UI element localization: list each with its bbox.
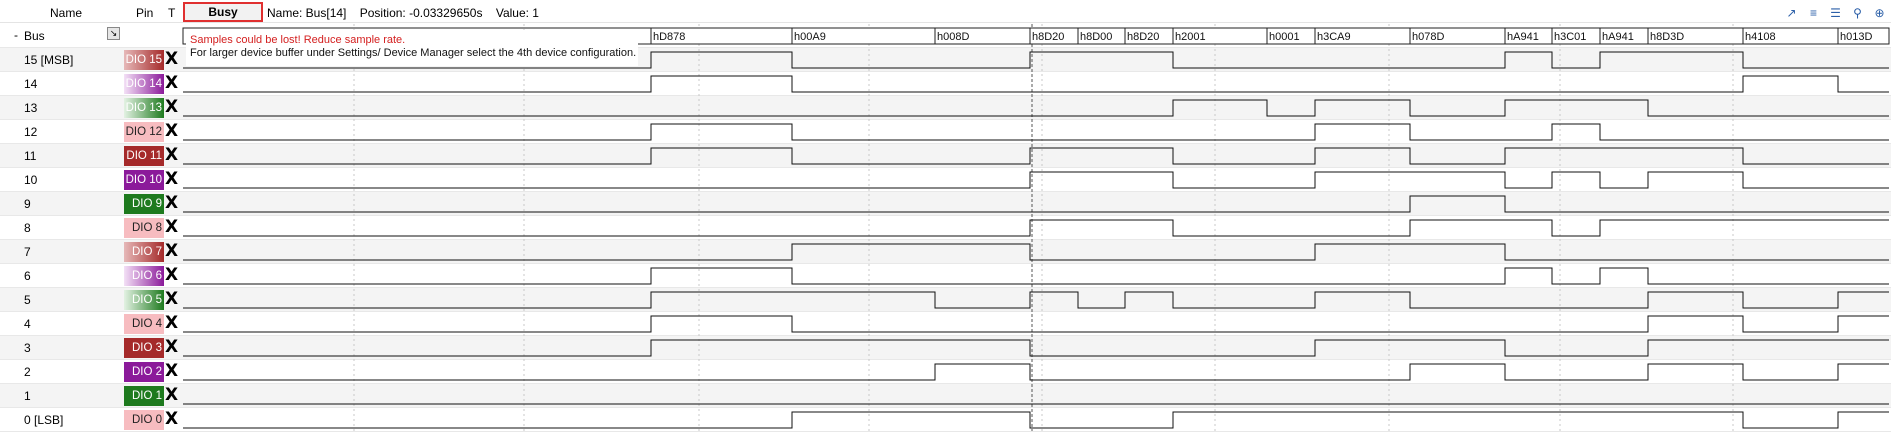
trigger-x-icon[interactable]: X bbox=[165, 97, 179, 117]
signal-trace bbox=[183, 292, 1889, 308]
pin-badge[interactable]: DIO 7 bbox=[124, 242, 164, 262]
bus-value-label: h013D bbox=[1840, 31, 1873, 43]
selected-signal-name: Name: Bus[14] bbox=[267, 6, 347, 20]
channel-name: 12 bbox=[24, 125, 38, 139]
trigger-x-icon[interactable]: X bbox=[165, 217, 179, 237]
bus-value-label: h3CA9 bbox=[1317, 31, 1351, 43]
trigger-column-header: T bbox=[168, 6, 176, 20]
signal-trace bbox=[183, 100, 1889, 116]
channel-name: 2 bbox=[24, 365, 31, 379]
channel-name: 5 bbox=[24, 293, 31, 307]
channel-name: 13 bbox=[24, 101, 38, 115]
trigger-x-icon[interactable]: X bbox=[165, 241, 179, 261]
bus-value-label: hA941 bbox=[1507, 31, 1539, 43]
bus-expander[interactable]: - bbox=[14, 28, 18, 42]
channel-name: 8 bbox=[24, 221, 31, 235]
trigger-x-icon[interactable]: X bbox=[165, 337, 179, 357]
signal-trace bbox=[183, 76, 1889, 92]
channel-name: 14 bbox=[24, 77, 38, 91]
trigger-x-icon[interactable]: X bbox=[165, 169, 179, 189]
zoom-icon[interactable]: ⊕ bbox=[1874, 5, 1885, 20]
pin-badge[interactable]: DIO 3 bbox=[124, 338, 164, 358]
pin-badge[interactable]: DIO 15 bbox=[124, 50, 164, 70]
bus-value-label: h3C01 bbox=[1554, 31, 1587, 43]
warning-line-1: Samples could be lost! Reduce sample rate. bbox=[190, 34, 406, 46]
channel-name: 10 bbox=[24, 173, 38, 187]
search-icon[interactable]: ⚲ bbox=[1853, 5, 1862, 20]
trigger-x-icon[interactable]: X bbox=[165, 409, 179, 429]
trigger-x-icon[interactable]: X bbox=[165, 49, 179, 69]
signal-trace bbox=[183, 364, 1889, 380]
trigger-x-icon[interactable]: X bbox=[165, 121, 179, 141]
pin-badge[interactable]: DIO 13 bbox=[124, 98, 164, 118]
pin-badge[interactable]: DIO 10 bbox=[124, 170, 164, 190]
busy-button[interactable]: Busy bbox=[183, 2, 263, 22]
align-left-icon[interactable]: ≡ bbox=[1809, 5, 1817, 20]
bus-value-label: h00A9 bbox=[794, 31, 826, 43]
bus-value-label: h078D bbox=[1412, 31, 1445, 43]
pin-badge[interactable]: DIO 4 bbox=[124, 314, 164, 334]
pin-badge[interactable]: DIO 1 bbox=[124, 386, 164, 406]
channel-name: 4 bbox=[24, 317, 31, 331]
channel-name: 15 [MSB] bbox=[24, 53, 74, 67]
signal-trace bbox=[183, 196, 1889, 212]
trigger-x-icon[interactable]: X bbox=[165, 145, 179, 165]
trigger-x-icon[interactable]: X bbox=[165, 265, 179, 285]
bus-settings-icon[interactable]: ↘ bbox=[107, 27, 120, 40]
signal-trace bbox=[183, 220, 1889, 236]
signal-trace bbox=[183, 148, 1889, 164]
channel-name: 9 bbox=[24, 197, 31, 211]
signal-trace bbox=[183, 412, 1889, 428]
name-column-header: Name bbox=[50, 6, 83, 20]
align-top-icon[interactable]: ☰ bbox=[1830, 5, 1841, 20]
trigger-x-icon[interactable]: X bbox=[165, 73, 179, 93]
pin-badge[interactable]: DIO 0 bbox=[124, 410, 164, 430]
bus-value-label: h8D3D bbox=[1650, 31, 1685, 43]
warning-tooltip bbox=[186, 30, 638, 66]
bus-value-label: h8D20 bbox=[1032, 31, 1065, 43]
trigger-x-icon[interactable]: X bbox=[165, 193, 179, 213]
trigger-x-icon[interactable]: X bbox=[165, 361, 179, 381]
bus-value-label: h2001 bbox=[1175, 31, 1206, 43]
channel-name: 0 [LSB] bbox=[24, 413, 64, 427]
pin-badge[interactable]: DIO 14 bbox=[124, 74, 164, 94]
channel-name: 6 bbox=[24, 269, 31, 283]
bus-value-label: h4108 bbox=[1745, 31, 1776, 43]
bus-value-label: hD878 bbox=[653, 31, 686, 43]
bus-value-label: hA941 bbox=[1602, 31, 1634, 43]
pin-badge[interactable]: DIO 9 bbox=[124, 194, 164, 214]
pin-badge[interactable]: DIO 5 bbox=[124, 290, 164, 310]
pin-column-header: Pin bbox=[136, 6, 154, 20]
pin-badge[interactable]: DIO 6 bbox=[124, 266, 164, 286]
bus-name: Bus bbox=[24, 29, 45, 43]
cursor-position: Position: -0.03329650s bbox=[359, 6, 483, 20]
channel-name: 1 bbox=[24, 389, 31, 403]
pin-badge[interactable]: DIO 11 bbox=[124, 146, 164, 166]
bus-value-label: h0001 bbox=[1269, 31, 1300, 43]
channel-name: 7 bbox=[24, 245, 31, 259]
signal-trace bbox=[183, 340, 1889, 356]
bus-value-label: h8D00 bbox=[1080, 31, 1113, 43]
trigger-x-icon[interactable]: X bbox=[165, 289, 179, 309]
signal-trace bbox=[183, 268, 1889, 284]
signal-trace bbox=[183, 172, 1889, 188]
bus-value-label: h008D bbox=[937, 31, 970, 43]
cursor-icon[interactable]: ↗ bbox=[1786, 5, 1797, 20]
pin-badge[interactable]: DIO 12 bbox=[124, 122, 164, 142]
bus-value-label: h8D20 bbox=[1127, 31, 1160, 43]
signal-value: Value: 1 bbox=[495, 6, 539, 20]
pin-badge[interactable]: DIO 8 bbox=[124, 218, 164, 238]
channel-name: 11 bbox=[24, 149, 37, 163]
warning-line-2: For larger device buffer under Settings/ Device Manager select the 4th device configuration. bbox=[190, 47, 637, 59]
channel-name: 3 bbox=[24, 341, 31, 355]
signal-trace bbox=[183, 244, 1889, 260]
trigger-x-icon[interactable]: X bbox=[165, 313, 179, 333]
pin-badge[interactable]: DIO 2 bbox=[124, 362, 164, 382]
trigger-x-icon[interactable]: X bbox=[165, 385, 179, 405]
signal-trace bbox=[183, 124, 1889, 140]
signal-trace bbox=[183, 316, 1889, 332]
